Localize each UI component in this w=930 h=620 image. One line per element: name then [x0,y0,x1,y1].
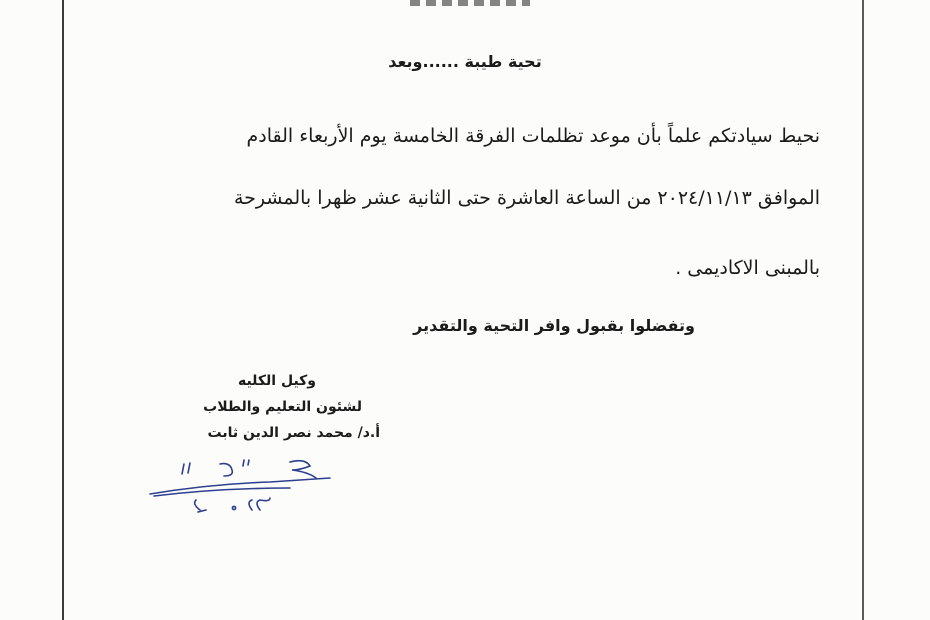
body-line-3: بالمبنى الاكاديمى . [675,257,820,279]
body-line-2: الموافق ٢٠٢٤/١١/١٣ من الساعة العاشرة حتى الثانية عشر ظهرا بالمشرحة [234,187,820,209]
greeting: تحية طيبة ......وبعد [388,52,542,71]
signature-block [140,368,380,446]
left-border-line [62,0,64,620]
right-border-line [862,0,864,620]
body-line-1: نحيط سيادتكم علماً بأن موعد تظلمات الفرقة الخامسة يوم الأربعاء القادم [246,125,820,147]
truncated-top-text [410,0,530,6]
closing-line: وتفضلوا بقبول وافر التحية والتقدير [413,316,695,335]
signatory-office: لشئون التعليم والطلاب [203,399,362,415]
signatory-name: أ.د/ محمد نصر الدين ثابت [207,425,380,441]
signatory-title: وكيل الكليه [237,373,316,389]
handwritten-date-signature [140,452,350,522]
